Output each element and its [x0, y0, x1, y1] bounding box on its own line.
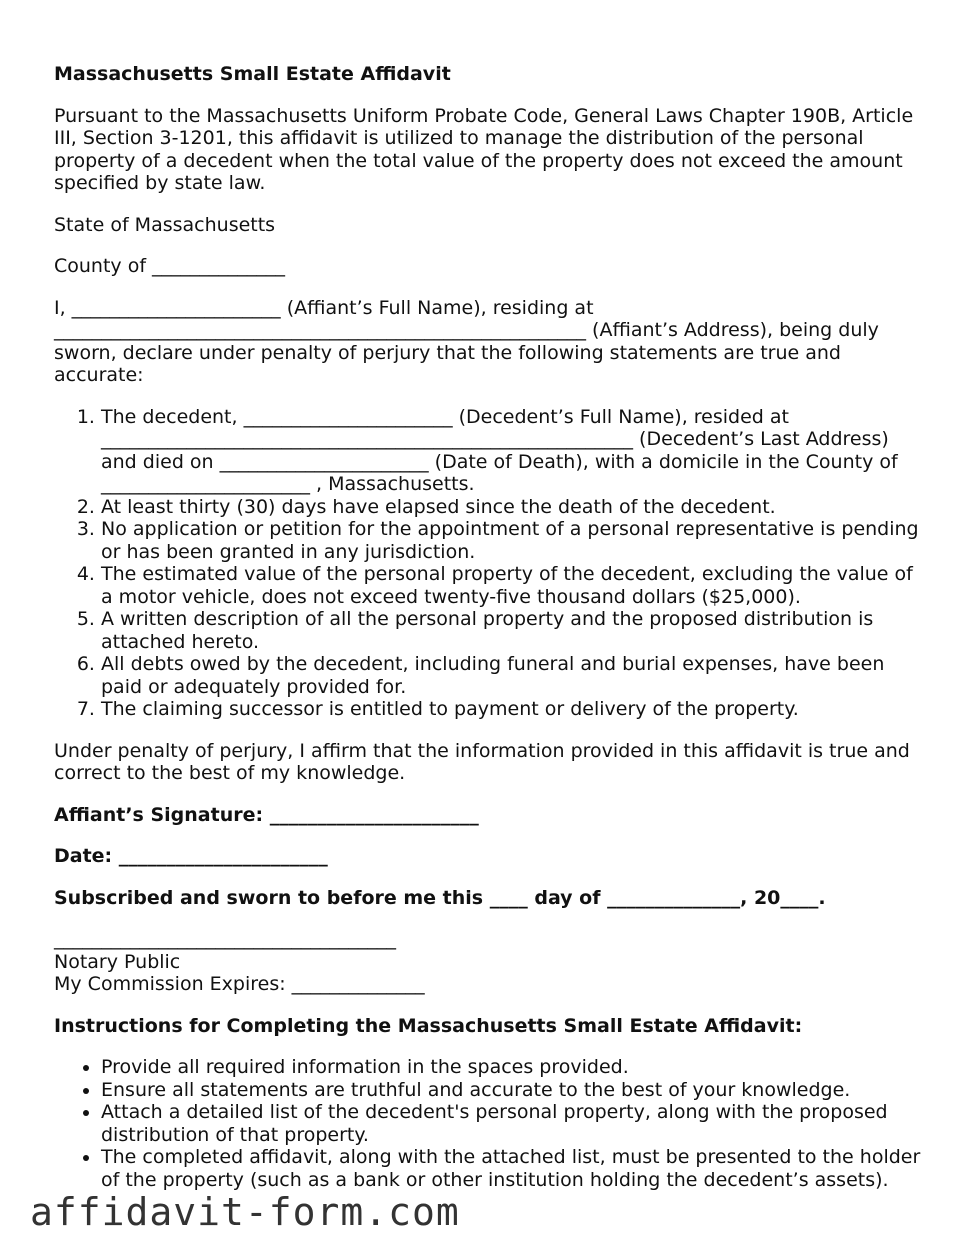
- notary-block: [54, 928, 924, 996]
- list-item: 4. The estimated value of the personal property of the decedent, excluding the value of a motor vehicle, does not exceed twenty-five thousand dollars ($25,000).: [101, 563, 924, 608]
- list-item: • Provide all required information in the spaces provided.: [101, 1056, 924, 1079]
- statements-list: [54, 406, 924, 721]
- list-item: 3. No application or petition for the appointment of a personal representative is pending or has been granted in any jurisdiction.: [101, 518, 924, 563]
- list-item: • Attach a detailed list of the decedent's personal property, along with the proposed distribution of that property.: [101, 1101, 924, 1146]
- instructions-list: [54, 1056, 924, 1191]
- sworn-line: Subscribed and sworn to before me this ____ day of ______________, 20____.: [54, 886, 826, 909]
- affiant-signature-line: Affiant’s Signature: ______________________: [54, 803, 479, 826]
- list-item: 2. At least thirty (30) days have elapsed since the death of the decedent.: [101, 496, 924, 519]
- site-watermark: affidavit-form.com: [30, 1190, 460, 1234]
- state-line: State of Massachusetts: [54, 213, 276, 236]
- intro-paragraph: Pursuant to the Massachusetts Uniform Probate Code, General Laws Chapter 190B, Article III, Section 3-1201, this affidavit is utilized to manage the distribution of the personal property of a decedent when the total value of the property does not exceed the amount specified by state law.: [54, 104, 914, 194]
- list-item: • Ensure all statements are truthful and accurate to the best of your knowledge.: [101, 1079, 924, 1102]
- notary-public-label: Notary Public: [54, 950, 181, 973]
- instructions-title: Instructions for Completing the Massachusetts Small Estate Affidavit:: [54, 1014, 803, 1037]
- commission-expires-line: My Commission Expires: ______________: [54, 973, 425, 995]
- list-item: 5. A written description of all the personal property and the proposed distribution is attached hereto.: [101, 608, 924, 653]
- county-line: County of ______________: [54, 255, 286, 277]
- list-item: 1. The decedent, ______________________ (Decedent’s Full Name), resided at ________________________________________________________ (Decedent’s Last Address) and died on ______________________ (Date of Death), with a domicile in the County of ______________________ , Massachusetts.: [101, 406, 924, 496]
- list-item: 7. The claiming successor is entitled to payment or delivery of the property.: [101, 698, 924, 721]
- affirmation-paragraph: Under penalty of perjury, I affirm that the information provided in this affidavit is true and correct to the best of my knowledge.: [54, 739, 910, 784]
- date-line: Date: ______________________: [54, 845, 328, 867]
- list-item: 6. All debts owed by the decedent, including funeral and burial expenses, have been paid or adequately provided for.: [101, 653, 924, 698]
- list-item: • The completed affidavit, along with the attached list, must be presented to the holder of the property (such as a bank or other institution holding the decedent’s assets).: [101, 1146, 924, 1191]
- affidavit-document: [54, 63, 924, 1191]
- document-title: Massachusetts Small Estate Affidavit: [54, 63, 451, 85]
- affiant-statement: I, ______________________ (Affiant’s Full Name), residing at ________________________________________________________ (Affiant’s Address), being duly sworn, declare under penalty of perjury that the following statements are true and accurate:: [54, 296, 879, 386]
- notary-signature-line: ____________________________________: [54, 928, 396, 950]
